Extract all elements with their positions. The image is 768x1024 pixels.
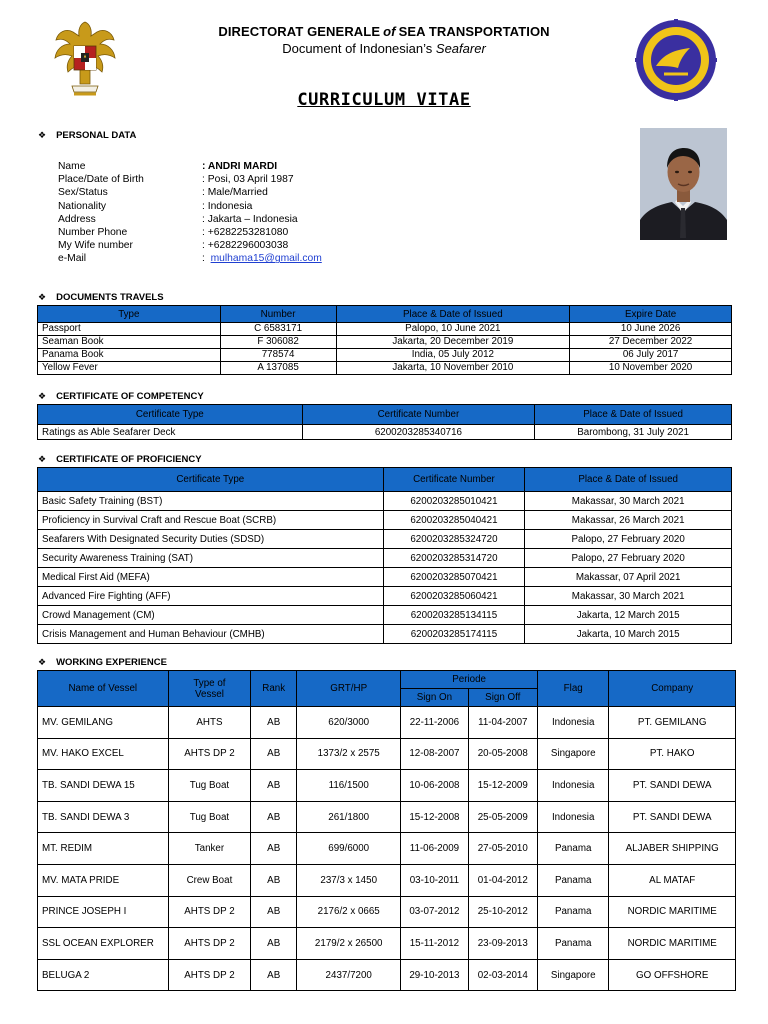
header-subtitle-part-b: Seafarer xyxy=(435,41,486,56)
personal-value: : Male/Married xyxy=(202,187,268,199)
table-row xyxy=(38,336,732,349)
table-row xyxy=(38,323,732,336)
table-cell: Tug Boat xyxy=(168,770,251,802)
table-row xyxy=(38,738,736,770)
table-cell: Indonesia xyxy=(537,801,608,833)
column-header: Certificate Number xyxy=(383,468,525,492)
table-cell: AB xyxy=(251,928,297,960)
table-cell: 29-10-2013 xyxy=(401,959,468,991)
table-cell: 10-06-2008 xyxy=(401,770,468,802)
table-cell: Palopo, 10 June 2021 xyxy=(336,323,570,336)
documents-table xyxy=(37,305,732,375)
table-cell: Singapore xyxy=(537,738,608,770)
table-cell: 6200203285324720 xyxy=(383,530,525,549)
table-cell: 27-05-2010 xyxy=(468,833,537,865)
section-certificate-proficiency xyxy=(38,454,202,465)
personal-value: : +6282296003038 xyxy=(202,240,289,252)
personal-label: Place/Date of Birth xyxy=(58,174,144,186)
header-organization-part-a: DIRECTORAT GENERALE xyxy=(218,24,381,39)
table-cell: 22-11-2006 xyxy=(401,707,468,739)
table-cell: AB xyxy=(251,896,297,928)
bullet-diamond-icon: ❖ xyxy=(38,130,47,140)
personal-label: Nationality xyxy=(58,200,107,212)
table-cell: Indonesia xyxy=(537,770,608,802)
column-header-type-line2: Vessel xyxy=(195,688,224,700)
table-cell: Jakarta, 10 March 2015 xyxy=(525,625,732,644)
table-row xyxy=(38,864,736,896)
column-header: Type xyxy=(38,306,221,323)
personal-row-nationality xyxy=(58,200,322,213)
table-row xyxy=(38,568,732,587)
table-cell: 237/3 x 1450 xyxy=(297,864,401,896)
personal-row-name xyxy=(58,160,322,173)
table-cell: 12-08-2007 xyxy=(401,738,468,770)
table-row xyxy=(38,587,732,606)
table-cell: AB xyxy=(251,864,297,896)
table-cell: PT. HAKO xyxy=(609,738,736,770)
table-cell: 10 June 2026 xyxy=(570,323,732,336)
table-row xyxy=(38,549,732,568)
table-cell: 10 November 2020 xyxy=(570,362,732,375)
personal-value: : Posi, 03 April 1987 xyxy=(202,174,294,186)
table-cell: Jakarta, 20 December 2019 xyxy=(336,336,570,349)
column-header-vessel: Name of Vessel xyxy=(38,671,169,707)
table-cell: AB xyxy=(251,707,297,739)
table-cell: Panama xyxy=(537,896,608,928)
table-cell: Panama Book xyxy=(38,349,221,362)
table-row xyxy=(38,801,736,833)
table-cell: TB. SANDI DEWA 3 xyxy=(38,801,169,833)
column-header: Place & Date of Issued xyxy=(535,405,732,425)
personal-value: : Jakarta – Indonesia xyxy=(202,213,298,225)
table-cell: AB xyxy=(251,770,297,802)
table-cell: PT. SANDI DEWA xyxy=(609,801,736,833)
table-cell: PRINCE JOSEPH I xyxy=(38,896,169,928)
table-cell: Ratings as Able Seafarer Deck xyxy=(38,425,303,440)
personal-row-wife-number xyxy=(58,239,322,252)
bullet-diamond-icon: ❖ xyxy=(38,657,47,667)
table-cell: Basic Safety Training (BST) xyxy=(38,492,384,511)
personal-label: Name xyxy=(58,161,86,172)
column-header-periode: Periode xyxy=(401,671,538,689)
table-cell: 6200203285060421 xyxy=(383,587,525,606)
column-header: Place & Date of Issued xyxy=(525,468,732,492)
table-row xyxy=(38,770,736,802)
table-cell: 06 July 2017 xyxy=(570,349,732,362)
table-cell: 778574 xyxy=(220,349,336,362)
table-row xyxy=(38,362,732,375)
table-cell: Tug Boat xyxy=(168,801,251,833)
table-cell: A 137085 xyxy=(220,362,336,375)
personal-row-phone xyxy=(58,226,322,239)
personal-value: : +6282253281080 xyxy=(202,227,289,239)
personal-label: Address xyxy=(58,213,96,225)
table-header-row xyxy=(38,468,732,492)
table-cell: 2179/2 x 26500 xyxy=(297,928,401,960)
column-header-rank: Rank xyxy=(251,671,297,707)
table-cell: MT. REDIM xyxy=(38,833,169,865)
table-cell: 25-05-2009 xyxy=(468,801,537,833)
table-cell: 15-12-2009 xyxy=(468,770,537,802)
table-cell: Makassar, 30 March 2021 xyxy=(525,587,732,606)
table-cell: 03-10-2011 xyxy=(401,864,468,896)
table-cell: BELUGA 2 xyxy=(38,959,169,991)
table-cell: SSL OCEAN EXPLORER xyxy=(38,928,169,960)
table-cell: Palopo, 27 February 2020 xyxy=(525,549,732,568)
table-cell: Seafarers With Designated Security Duties (SDSD) xyxy=(38,530,384,549)
table-cell: Barombong, 31 July 2021 xyxy=(535,425,732,440)
table-cell: AB xyxy=(251,959,297,991)
personal-label: Number Phone xyxy=(58,227,128,239)
page-title: CURRICULUM VITAE xyxy=(297,90,471,110)
email-link[interactable]: mulhama15@gmail.com xyxy=(210,253,322,265)
table-cell: 2437/7200 xyxy=(297,959,401,991)
table-cell: AB xyxy=(251,738,297,770)
table-cell: 15-11-2012 xyxy=(401,928,468,960)
personal-value xyxy=(202,252,322,265)
table-cell: Security Awareness Training (SAT) xyxy=(38,549,384,568)
table-cell: Jakarta, 10 November 2010 xyxy=(336,362,570,375)
table-cell: Makassar, 07 April 2021 xyxy=(525,568,732,587)
column-header-sign-on: Sign On xyxy=(401,689,468,707)
header-organization xyxy=(180,24,588,39)
bullet-diamond-icon: ❖ xyxy=(38,292,47,302)
profile-photo xyxy=(640,128,727,240)
table-cell: Crew Boat xyxy=(168,864,251,896)
table-cell: 699/6000 xyxy=(297,833,401,865)
section-documents-travels xyxy=(38,292,164,303)
column-header: Certificate Number xyxy=(302,405,535,425)
bullet-diamond-icon: ❖ xyxy=(38,454,47,464)
section-personal-data-label: PERSONAL DATA xyxy=(56,130,137,141)
column-header-company: Company xyxy=(609,671,736,707)
table-cell: 6200203285340716 xyxy=(302,425,535,440)
table-cell: 620/3000 xyxy=(297,707,401,739)
section-certificate-competency xyxy=(38,391,204,402)
table-row xyxy=(38,896,736,928)
personal-value: : Indonesia xyxy=(202,200,253,212)
table-cell: Makassar, 30 March 2021 xyxy=(525,492,732,511)
table-row xyxy=(38,425,732,440)
bullet-diamond-icon: ❖ xyxy=(38,391,47,401)
table-cell: Passport xyxy=(38,323,221,336)
table-cell: Makassar, 26 March 2021 xyxy=(525,511,732,530)
table-cell: AHTS xyxy=(168,707,251,739)
table-cell: 20-05-2008 xyxy=(468,738,537,770)
table-cell: 25-10-2012 xyxy=(468,896,537,928)
table-header-row xyxy=(38,671,736,689)
table-cell: GO OFFSHORE xyxy=(609,959,736,991)
table-cell: Crisis Management and Human Behaviour (CMHB) xyxy=(38,625,384,644)
column-header-grt: GRT/HP xyxy=(297,671,401,707)
table-cell: AHTS DP 2 xyxy=(168,896,251,928)
personal-row-birth xyxy=(58,173,322,186)
column-header-sign-off: Sign Off xyxy=(468,689,537,707)
personal-value: : ANDRI MARDI xyxy=(202,161,278,172)
table-cell: 27 December 2022 xyxy=(570,336,732,349)
table-cell: Medical First Aid (MEFA) xyxy=(38,568,384,587)
table-row xyxy=(38,833,736,865)
table-cell: MV. MATA PRIDE xyxy=(38,864,169,896)
table-cell: NORDIC MARITIME xyxy=(609,896,736,928)
table-cell: Seaman Book xyxy=(38,336,221,349)
section-working-label: WORKING EXPERIENCE xyxy=(56,657,167,668)
table-cell: ALJABER SHIPPING xyxy=(609,833,736,865)
table-cell: Panama xyxy=(537,864,608,896)
table-cell: Proficiency in Survival Craft and Rescue Boat (SCRB) xyxy=(38,511,384,530)
table-cell: Tanker xyxy=(168,833,251,865)
table-cell: 6200203285314720 xyxy=(383,549,525,568)
section-personal-data xyxy=(38,130,136,141)
table-cell: AL MATAF xyxy=(609,864,736,896)
table-cell: 261/1800 xyxy=(297,801,401,833)
table-cell: 6200203285174115 xyxy=(383,625,525,644)
table-cell: Advanced Fire Fighting (AFF) xyxy=(38,587,384,606)
section-documents-label: DOCUMENTS TRAVELS xyxy=(56,292,164,303)
table-header-row xyxy=(38,306,732,323)
table-cell: 11-06-2009 xyxy=(401,833,468,865)
table-cell: AHTS DP 2 xyxy=(168,928,251,960)
table-cell: Jakarta, 12 March 2015 xyxy=(525,606,732,625)
table-cell: 11-04-2007 xyxy=(468,707,537,739)
column-header: Expire Date xyxy=(570,306,732,323)
table-cell: Palopo, 27 February 2020 xyxy=(525,530,732,549)
table-cell: 02-03-2014 xyxy=(468,959,537,991)
table-cell: Singapore xyxy=(537,959,608,991)
personal-row-address xyxy=(58,213,322,226)
email-prefix: : xyxy=(202,253,211,265)
header-organization-part-b: SEA TRANSPORTATION xyxy=(398,24,550,39)
column-header-type xyxy=(168,671,251,707)
table-cell: 6200203285010421 xyxy=(383,492,525,511)
table-row xyxy=(38,959,736,991)
personal-label: Sex/Status xyxy=(58,187,108,199)
table-cell: TB. SANDI DEWA 15 xyxy=(38,770,169,802)
table-cell: Panama xyxy=(537,833,608,865)
personal-label: My Wife number xyxy=(58,240,133,252)
table-cell: 116/1500 xyxy=(297,770,401,802)
personal-label: e-Mail xyxy=(58,253,87,265)
table-cell: AB xyxy=(251,801,297,833)
table-row xyxy=(38,606,732,625)
table-row xyxy=(38,492,732,511)
column-header: Place & Date of Issued xyxy=(336,306,570,323)
table-cell: Indonesia xyxy=(537,707,608,739)
table-cell: 6200203285040421 xyxy=(383,511,525,530)
table-cell: 6200203285134115 xyxy=(383,606,525,625)
table-cell: India, 05 July 2012 xyxy=(336,349,570,362)
column-header: Certificate Type xyxy=(38,468,384,492)
table-cell: PT. GEMILANG xyxy=(609,707,736,739)
table-row xyxy=(38,928,736,960)
table-cell: MV. GEMILANG xyxy=(38,707,169,739)
table-cell: AB xyxy=(251,833,297,865)
header-subtitle-part-a: Document of Indonesian’s xyxy=(282,41,433,56)
table-cell: Crowd Management (CM) xyxy=(38,606,384,625)
section-proficiency-label: CERTIFICATE OF PROFICIENCY xyxy=(56,454,202,465)
table-cell: 23-09-2013 xyxy=(468,928,537,960)
table-row xyxy=(38,530,732,549)
personal-row-sex-status xyxy=(58,186,322,199)
header-subtitle xyxy=(180,41,588,56)
section-working-experience xyxy=(38,657,167,668)
table-cell: PT. SANDI DEWA xyxy=(609,770,736,802)
table-cell: F 306082 xyxy=(220,336,336,349)
column-header: Number xyxy=(220,306,336,323)
header-organization-separator: of xyxy=(383,24,396,39)
column-header-flag: Flag xyxy=(537,671,608,707)
table-header-row xyxy=(38,405,732,425)
table-cell: 1373/2 x 2575 xyxy=(297,738,401,770)
personal-row-email xyxy=(58,252,322,265)
working-experience-table xyxy=(37,670,736,991)
table-cell: C 6583171 xyxy=(220,323,336,336)
table-row xyxy=(38,511,732,530)
table-cell: 2176/2 x 0665 xyxy=(297,896,401,928)
table-cell: Panama xyxy=(537,928,608,960)
column-header-type-line1: Type of xyxy=(193,677,226,689)
table-cell: 6200203285070421 xyxy=(383,568,525,587)
personal-data-list xyxy=(58,160,322,266)
table-cell: AHTS DP 2 xyxy=(168,738,251,770)
proficiency-table xyxy=(37,467,732,644)
section-competency-label: CERTIFICATE OF COMPETENCY xyxy=(56,391,204,402)
table-cell: NORDIC MARITIME xyxy=(609,928,736,960)
competency-table xyxy=(37,404,732,440)
table-cell: AHTS DP 2 xyxy=(168,959,251,991)
table-cell: Yellow Fever xyxy=(38,362,221,375)
table-row xyxy=(38,707,736,739)
table-cell: MV. HAKO EXCEL xyxy=(38,738,169,770)
table-row xyxy=(38,349,732,362)
table-cell: 03-07-2012 xyxy=(401,896,468,928)
table-cell: 01-04-2012 xyxy=(468,864,537,896)
column-header: Certificate Type xyxy=(38,405,303,425)
table-cell: 15-12-2008 xyxy=(401,801,468,833)
table-row xyxy=(38,625,732,644)
